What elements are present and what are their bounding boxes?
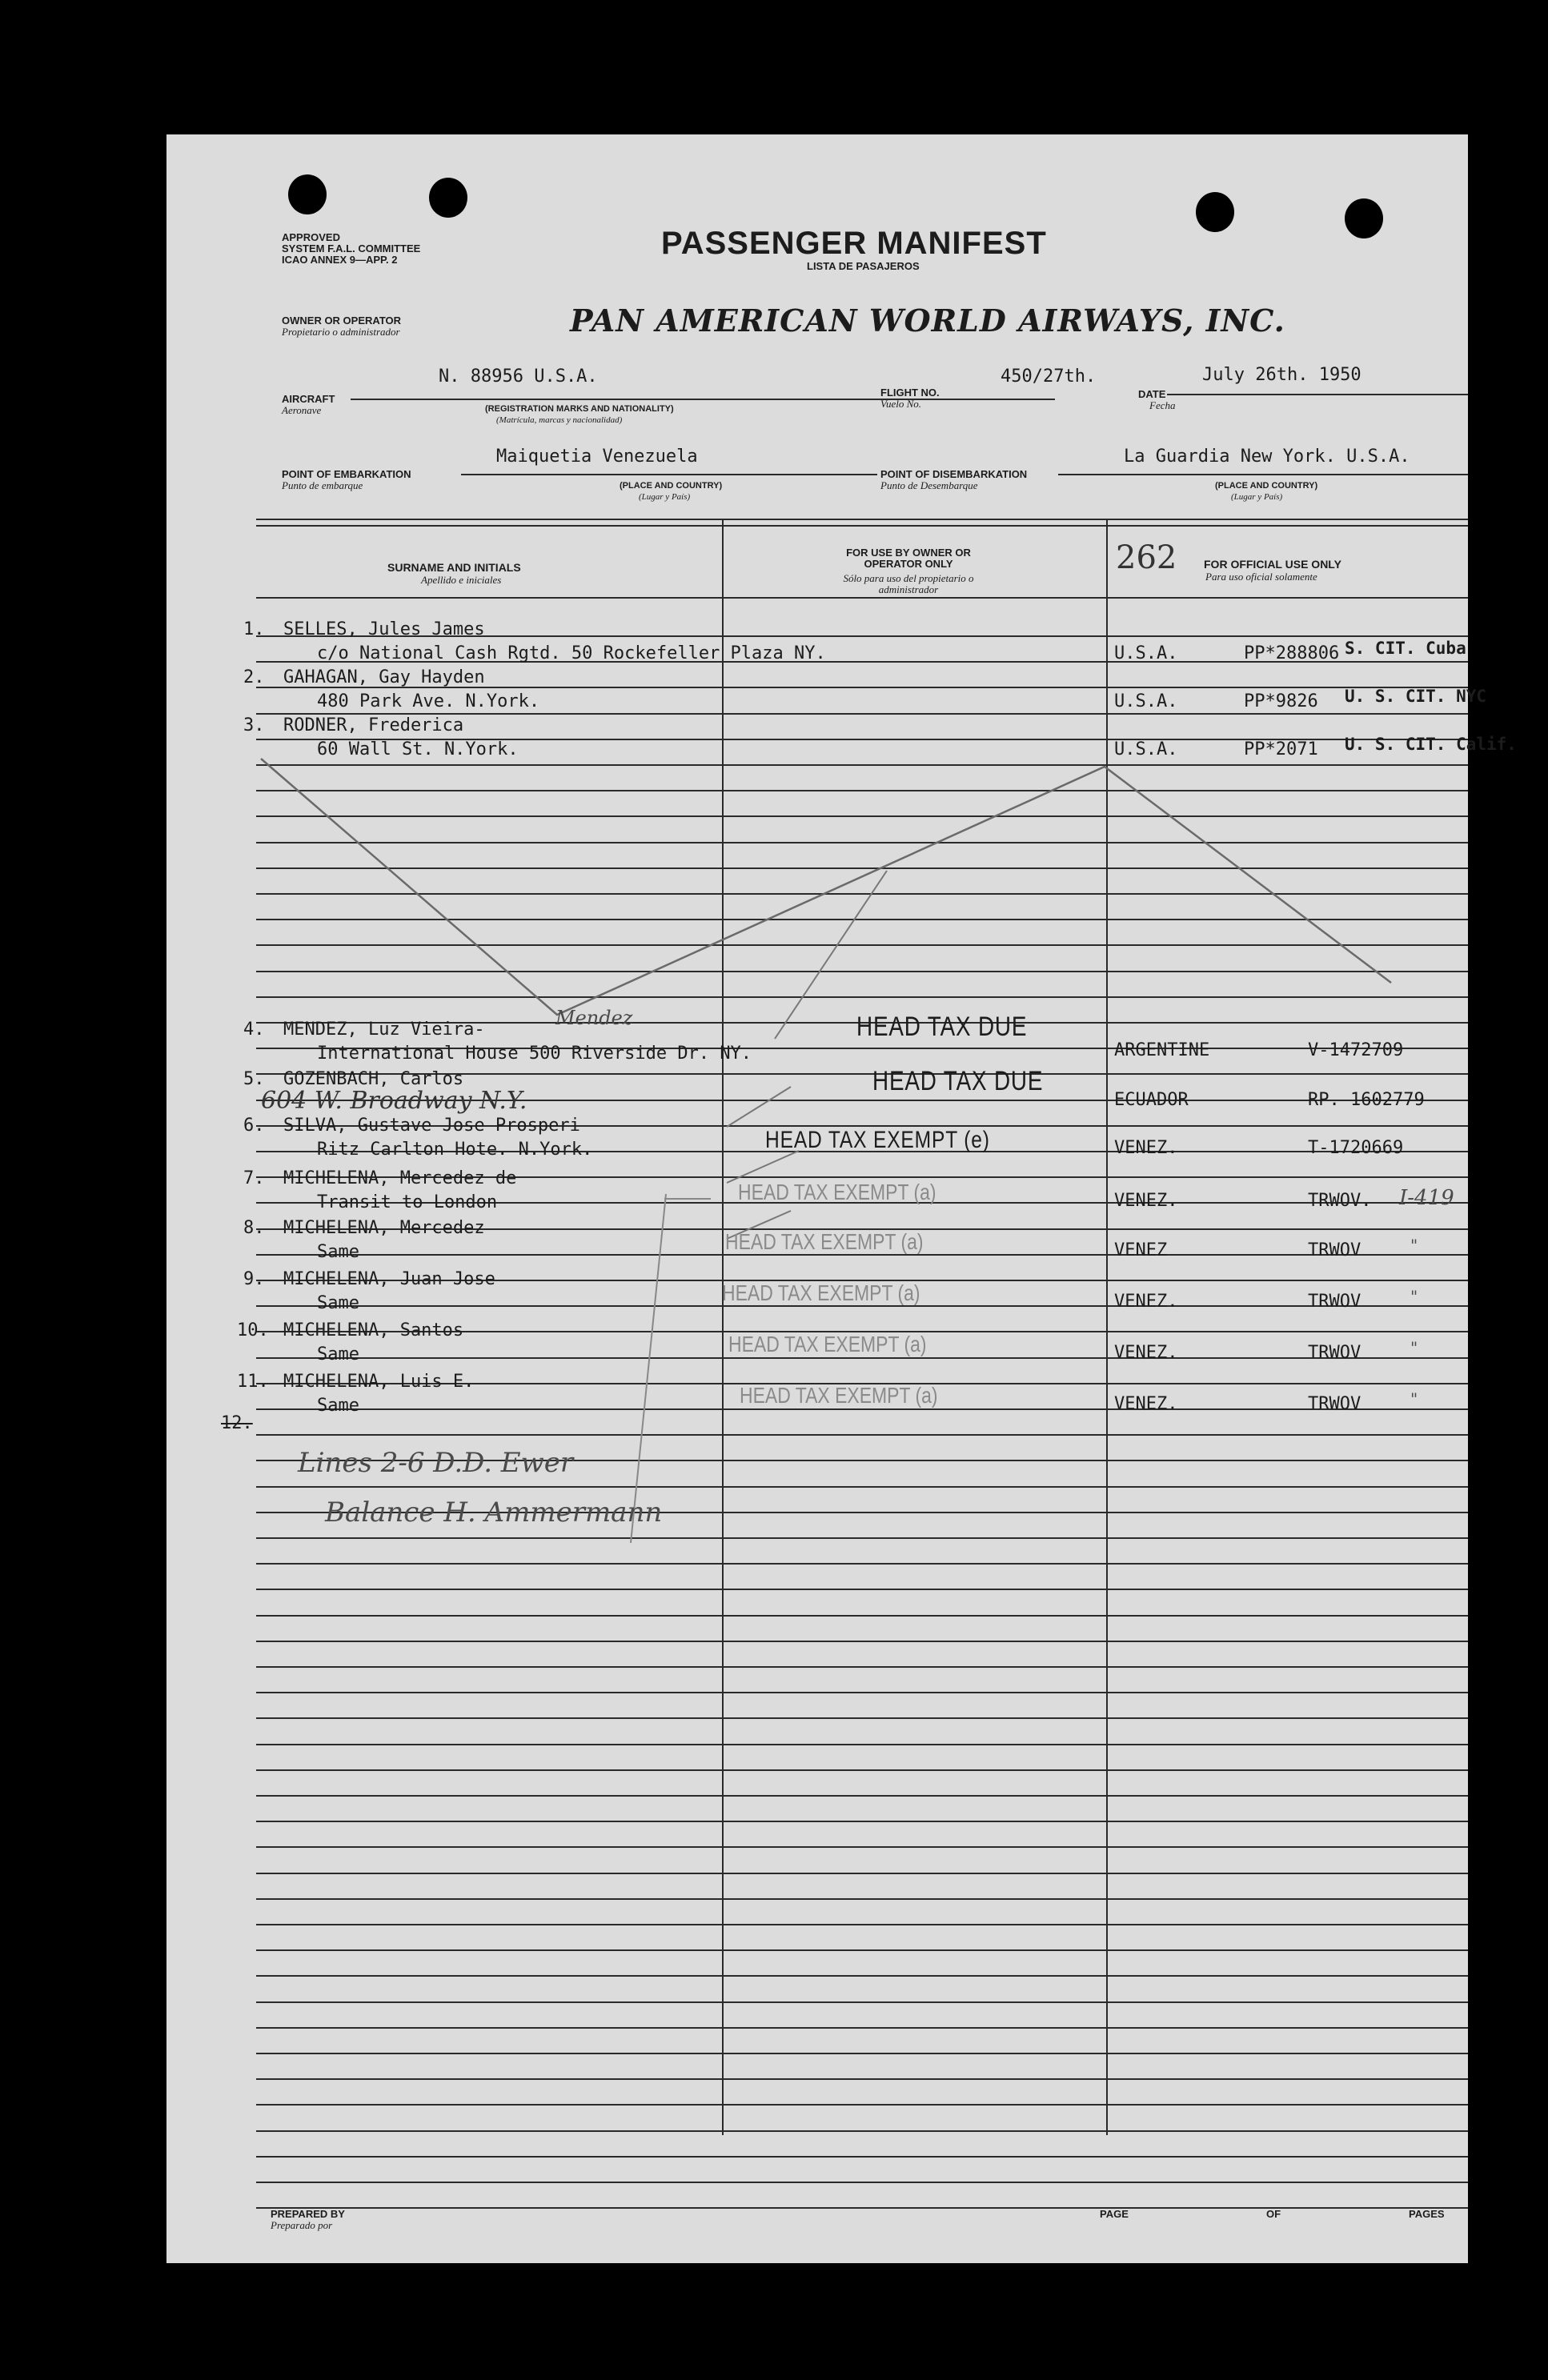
date-label-es: Fecha [1149,399,1176,411]
ruled-line [256,2182,1468,2183]
embark-place-caption: (PLACE AND COUNTRY) [620,481,723,491]
entry-passport: V-1472709 [1308,1040,1404,1060]
ruled-line [256,1641,1468,1642]
date-line [1167,394,1468,395]
prepared-label: PREPARED BY [271,2208,345,2220]
punch-hole-right-1 [1196,192,1234,232]
column-divider-2 [1106,519,1108,2135]
entry-passport: PP*9826 [1244,691,1318,711]
entry-passport: TRWOV [1308,1240,1362,1260]
embark-line [461,474,877,475]
entry-passport: TRWOV [1308,1394,1362,1414]
official-count: 262 [1116,539,1177,576]
col-official-header: FOR OFFICIAL USE ONLY [1204,558,1341,571]
ruled-line [256,713,1468,715]
ruled-line [256,893,1468,895]
ruled-line [256,1769,1468,1771]
owner-label-es: Propietario o administrador [282,326,400,338]
table-top-rule-2 [256,525,1468,527]
ruled-line [256,1615,1468,1617]
entry-country: ECUADOR [1114,1090,1189,1110]
punch-hole-right-2 [1345,198,1383,238]
entry-note: " [1410,1338,1418,1357]
ruled-line [256,2053,1468,2054]
ruled-line [256,2130,1468,2132]
entry-number: 11. [237,1372,269,1392]
entry-passport: TRWOV [1308,1343,1362,1363]
ruled-line [256,1486,1468,1488]
entry-passport: T-1720669 [1308,1138,1404,1158]
form-title: PASSENGER MANIFEST [661,226,1047,261]
entry-address: 480 Park Ave. N.York. [317,691,540,711]
row-number-12: 12. [221,1413,253,1433]
registration-caption-es: (Matrícula, marcas y nacionalidad) [496,415,623,425]
entry-name: MICHELENA, Juan Jose [283,1269,495,1289]
ruled-line [256,1408,1468,1410]
tax-stamp: HEAD TAX DUE [856,1012,1028,1042]
pages-label: PAGES [1409,2208,1445,2220]
entry-number: 8. [243,1218,265,1238]
aircraft-line [351,399,1055,400]
flight-value: 450/27th. [1001,367,1097,387]
entry-number: 6. [243,1116,265,1136]
entry-note: I-419 [1399,1186,1454,1210]
flight-label: FLIGHT NO. [880,387,940,399]
owner-label: OWNER OR OPERATOR [282,315,402,327]
ruled-line [256,1744,1468,1745]
entry-name: SELLES, Jules James [283,619,485,639]
entry-note: " [1410,1236,1418,1255]
owner-value: PAN AMERICAN WORLD AIRWAYS, INC. [570,303,1285,339]
registration-caption: (REGISTRATION MARKS AND NATIONALITY) [485,404,674,414]
entry-country: VENEZ. [1114,1292,1178,1312]
entry-name: MICHELENA, Mercedez de [283,1168,517,1188]
entry-name: SILVA, Gustave Jose Prosperi [283,1116,580,1136]
aircraft-value: N. 88956 U.S.A. [439,367,598,387]
entry-country: U.S.A. [1114,691,1178,711]
entry-country: ARGENTINE [1114,1040,1210,1060]
entry-number: 5. [243,1069,265,1089]
approval-note [282,232,420,266]
handwritten-note-balance: Balance H. Ammermann [325,1497,663,1529]
entry-address: Same [317,1242,359,1262]
tax-stamp: HEAD TAX EXEMPT (a) [738,1180,936,1204]
approval-line: SYSTEM F.A.L. COMMITTEE [282,242,421,254]
punch-hole-left-2 [429,178,467,218]
column-divider-1 [722,519,724,2135]
ruled-line [256,790,1468,791]
entry-name: MICHELENA, Santos [283,1320,464,1340]
entry-country: VENEZ. [1114,1343,1178,1363]
ruled-line [256,1692,1468,1693]
entry-passport: RP. 1602779 [1308,1090,1425,1110]
entry-address: c/o National Cash Rgtd. 50 Rockefeller Plaza NY. [317,643,826,663]
ruled-line [256,842,1468,843]
disembark-place-caption-es: (Lugar y País) [1231,492,1283,502]
col-official-header-es: Para uso oficial solamente [1205,571,1317,583]
disembark-line [1058,474,1468,475]
ruled-line [256,919,1468,920]
entry-name: MICHELENA, Mercedez [283,1218,485,1238]
entry-number: 9. [243,1269,265,1289]
disembark-label: POINT OF DISEMBARKATION [880,468,1028,480]
embark-label-es: Punto de embarque [282,479,363,491]
entry-address: Same [317,1344,359,1364]
ruled-line [256,1666,1468,1668]
entry-number: 7. [243,1168,265,1188]
entry-address: Same [317,1396,359,1416]
entry-name: MENDEZ, Luz Vieira- [283,1020,485,1040]
tax-stamp: HEAD TAX DUE [872,1066,1044,1096]
ruled-line [256,944,1468,946]
prepared-label-es: Preparado por [271,2219,333,2231]
embark-value: Maiquetia Venezuela [496,447,698,467]
entry-address: International House 500 Riverside Dr. NY. [317,1044,752,1064]
tax-stamp: HEAD TAX EXEMPT (a) [725,1229,924,1254]
manifest-sheet [166,134,1517,2263]
entry-note: " [1410,1287,1418,1306]
entry-citizenship-stamp: U. S. CIT. Calif. [1345,735,1517,754]
approval-line: ICAO ANNEX 9—APP. 2 [282,254,398,266]
col-surname-header-es: Apellido e iniciales [421,574,502,586]
aircraft-label: AIRCRAFT [282,393,335,405]
ruled-line [256,764,1468,766]
entry-number: 2. [243,667,265,687]
ruled-line [256,1357,1468,1359]
disembark-place-caption: (PLACE AND COUNTRY) [1215,481,1318,491]
entry-passport: PP*2071 [1244,739,1318,759]
embark-place-caption-es: (Lugar y País) [639,492,691,502]
entry-country: U.S.A. [1114,739,1178,759]
tax-stamp: HEAD TAX EXEMPT (a) [722,1280,920,1305]
entry-name: RODNER, Frederica [283,715,464,735]
tax-stamp: HEAD TAX EXEMPT (e) [765,1127,990,1153]
entry-handwritten: Mendez [555,1007,633,1029]
entry-name: GOZENBACH, Carlos [283,1069,464,1089]
ruled-line [256,1717,1468,1719]
entry-citizenship-stamp: U. S. CIT. NYC [1345,687,1487,706]
date-label: DATE [1138,388,1166,400]
entry-country: VENEZ. [1114,1394,1178,1414]
entry-name: MICHELENA, Luis E. [283,1372,475,1392]
ruled-line [256,2078,1468,2080]
entry-address: Same [317,1293,359,1313]
ruled-line [256,1873,1468,1874]
entry-passport: TRWOV [1308,1292,1362,1312]
entry-address: 60 Wall St. N.York. [317,739,519,759]
ruled-line [256,1589,1468,1590]
ruled-line [256,1537,1468,1539]
handwritten-note-lines: Lines 2-6 D.D. Ewer [298,1447,574,1479]
entry-citizenship-stamp: S. CIT. Cuba [1345,639,1466,658]
entry-passport: PP*288806 [1244,643,1340,663]
tax-stamp: HEAD TAX EXEMPT (a) [728,1332,927,1356]
date-value: July 26th. 1950 [1202,365,1362,385]
ruled-line [256,815,1468,817]
aircraft-label-es: Aeronave [282,404,322,416]
disembark-label-es: Punto de Desembarque [880,479,978,491]
entry-country: VENEZ. [1114,1191,1178,1211]
entry-address: Transit to London [317,1192,498,1212]
ruled-line [256,1563,1468,1565]
tax-stamp: HEAD TAX EXEMPT (a) [740,1383,938,1408]
col-surname-header: SURNAME AND INITIALS [387,561,521,574]
ruled-line [256,971,1468,972]
entry-note: " [1410,1389,1418,1408]
ruled-line [256,1924,1468,1925]
ruled-line [256,2027,1468,2029]
entry-passport: TRWOV. [1308,1191,1372,1211]
ruled-line [256,1898,1468,1900]
col-owner-header-es: Sólo para uso del propietario o administrador [843,572,974,595]
ruled-line [256,1821,1468,1822]
col-owner-header: FOR USE BY OWNER OR OPERATOR ONLY [846,547,971,570]
entry-country: VENEZ [1114,1240,1168,1260]
entry-country: U.S.A. [1114,643,1178,663]
ruled-line [256,1795,1468,1797]
entry-number: 1. [243,619,265,639]
ruled-line [256,1846,1468,1848]
entry-country: VENEZ. [1114,1138,1178,1158]
ruled-line [256,1975,1468,1977]
ruled-line [256,867,1468,869]
footer-rule [256,2207,1468,2209]
ruled-line [256,2001,1468,2003]
entry-number: 10. [237,1320,269,1340]
entry-handwritten: 604 W. Broadway N.Y. [261,1087,527,1115]
disembark-value: La Guardia New York. U.S.A. [1124,447,1410,467]
embark-label: POINT OF EMBARKATION [282,468,411,480]
ruled-line [256,2156,1468,2158]
entry-number: 3. [243,715,265,735]
ruled-line [256,1949,1468,1951]
entry-name: GAHAGAN, Gay Hayden [283,667,485,687]
header-bottom-rule [256,597,1468,599]
entry-address: Ritz Carlton Hote. N.York. [317,1140,593,1160]
approval-line: APPROVED [282,231,340,243]
page-label: PAGE [1100,2208,1129,2220]
entry-number: 4. [243,1020,265,1040]
ruled-line [256,1434,1468,1436]
ruled-line [256,996,1468,998]
table-top-rule [256,519,1468,520]
of-label: OF [1266,2208,1281,2220]
punch-hole-left-1 [288,174,327,214]
flight-label-es: Vuelo No. [880,398,922,410]
ruled-line [256,2104,1468,2106]
form-title-es: LISTA DE PASAJEROS [807,260,920,272]
